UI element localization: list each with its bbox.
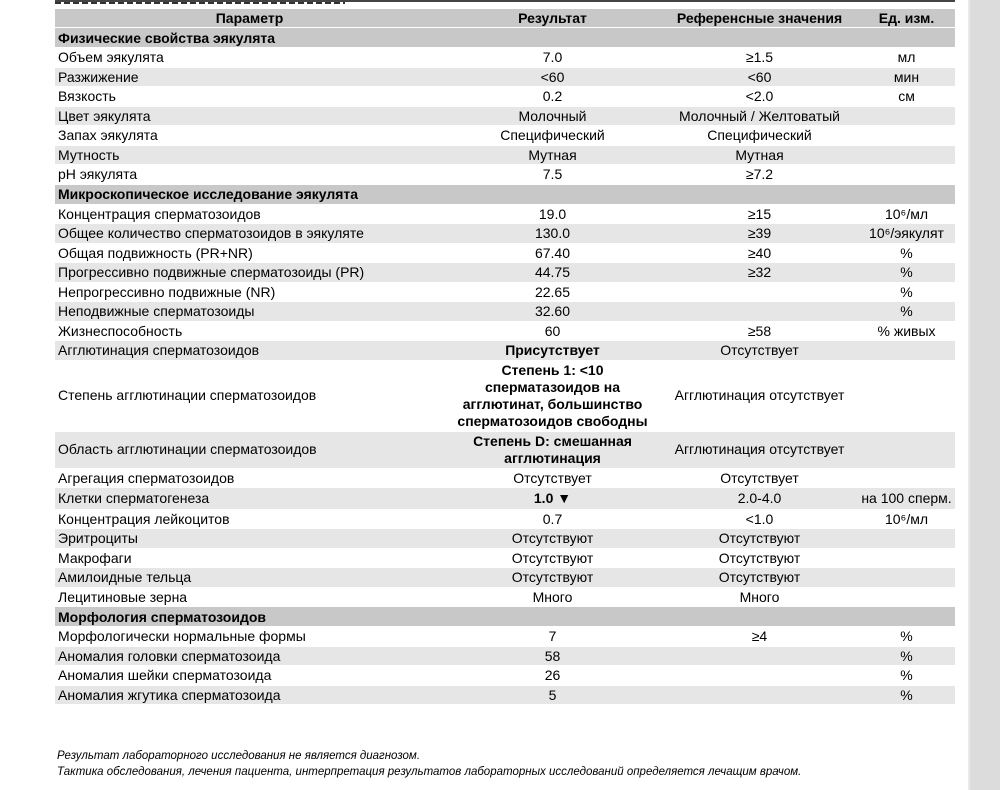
table-row: [55, 87, 955, 106]
param-name: Вязкость: [58, 88, 116, 105]
result-value: 26: [544, 667, 561, 684]
unit-value: % живых: [877, 322, 936, 339]
table-row: [55, 341, 955, 360]
result-value: 58: [444, 647, 661, 666]
footnotes: [57, 748, 957, 780]
semen-analysis-table: [55, 8, 955, 705]
result-value: Мутная: [444, 146, 661, 165]
table-body: [55, 28, 955, 704]
result-value: Степень D: смешанная агглютинация: [444, 432, 661, 468]
unit-value: %: [900, 667, 913, 684]
unit-value: [858, 361, 955, 431]
viewer-side-rail: [970, 0, 1000, 790]
table-row: [55, 48, 955, 67]
unit-value: мл: [897, 49, 916, 66]
reference-value: ≥39: [661, 224, 858, 243]
table-row: [55, 244, 955, 263]
reference-value: Мутная: [661, 146, 858, 165]
result-value: 7.5: [542, 166, 563, 183]
param-name: Неподвижные сперматозоиды: [55, 302, 444, 321]
param-name: Объем эякулята: [58, 49, 164, 66]
param-name: Лецитиновые зерна: [58, 588, 188, 605]
unit-value: [858, 469, 955, 488]
unit-value: [858, 529, 955, 548]
reference-value: <2.0: [745, 88, 774, 105]
result-value: <60: [444, 68, 661, 87]
result-value: 44.75: [444, 263, 661, 282]
unit-value: [858, 432, 955, 468]
section-header-row: [55, 28, 955, 47]
table-row: [55, 322, 955, 341]
header-reference: Референсные значения: [661, 9, 858, 27]
reference-value: ≥15: [747, 205, 772, 222]
param-name: Амилоидные тельца: [55, 568, 444, 587]
table-row: [55, 205, 955, 224]
result-value: 22.65: [534, 283, 571, 300]
unit-value: [858, 165, 955, 184]
result-value: 0.2: [542, 88, 563, 105]
result-value: 60: [544, 322, 561, 339]
unit-value: [858, 107, 955, 126]
result-value: Отсутствует: [513, 469, 592, 486]
reference-value: <60: [661, 68, 858, 87]
unit-value: [858, 341, 955, 360]
unit-value: %: [858, 686, 955, 705]
table-row: [55, 686, 955, 705]
unit-value: 10⁶/мл: [884, 205, 929, 222]
table-row: [55, 224, 955, 243]
param-name: Агрегация сперматозоидов: [58, 469, 235, 486]
reference-value: [661, 302, 858, 321]
result-value: 7.0: [542, 49, 563, 66]
param-name: Жизнеспособность: [58, 322, 183, 339]
unit-value: [858, 588, 955, 607]
result-value: Отсутствуют: [444, 568, 661, 587]
result-value: Специфический: [500, 127, 605, 144]
param-name: Цвет эякулята: [55, 107, 444, 126]
header-unit: Ед. изм.: [858, 9, 955, 27]
header-result: Результат: [444, 9, 661, 27]
result-value: Отсутствуют: [511, 549, 594, 566]
table-row: [55, 283, 955, 302]
result-value: 1.0 ▼: [444, 488, 661, 509]
unit-value: %: [858, 647, 955, 666]
reference-value: ≥7.2: [745, 166, 774, 183]
unit-value: [858, 568, 955, 587]
param-name: Аномалия шейки сперматозоида: [58, 667, 272, 684]
table-row: [55, 107, 955, 126]
param-name: Мутность: [55, 146, 444, 165]
reference-value: [661, 283, 858, 302]
param-name: Общее количество сперматозоидов в эякуляте: [55, 224, 444, 243]
reference-value: Отсутствует: [661, 341, 858, 360]
unit-value: см: [898, 88, 915, 105]
unit-value: 10⁶/эякулят: [858, 224, 955, 243]
section-header-row: [55, 185, 955, 204]
table-row: [55, 361, 955, 431]
unit-value: мин: [858, 68, 955, 87]
result-value: 7: [548, 628, 557, 645]
reference-value: [661, 647, 858, 666]
footnote-disclaimer: Результат лабораторного исследования не является диагнозом.: [57, 750, 421, 762]
section-title: Морфология сперматозоидов: [55, 607, 955, 626]
unit-value: %: [900, 628, 913, 645]
reference-value: Много: [739, 588, 780, 605]
table-row: [55, 146, 955, 165]
param-name: Макрофаги: [58, 549, 132, 566]
param-name: Область агглютинации сперматозоидов: [55, 432, 444, 468]
param-name: Степень агглютинации сперматозоидов: [58, 387, 317, 403]
result-value: Отсутствуют: [444, 529, 661, 548]
table-row: [55, 488, 955, 509]
cropped-heading-remnant: [55, 2, 345, 4]
table-row: [55, 666, 955, 685]
table-row: [55, 126, 955, 145]
result-value: Много: [532, 588, 573, 605]
result-value: 32.60: [444, 302, 661, 321]
unit-value: [858, 126, 955, 145]
reference-value: Специфический: [707, 127, 812, 144]
table-row: [55, 647, 955, 666]
table-row: [55, 588, 955, 607]
section-title: Физические свойства эякулята: [55, 28, 955, 47]
section-title: Микроскопическое исследование эякулята: [55, 185, 955, 204]
reference-value: ≥58: [747, 322, 772, 339]
header-parameter: Параметр: [55, 9, 444, 27]
reference-value: Отсутствуют: [661, 568, 858, 587]
unit-value: %: [858, 263, 955, 282]
section-header-row: [55, 607, 955, 626]
table-row: [55, 627, 955, 646]
result-value: Степень 1: <10 сперматазоидов на агглютинат, большинство сперматозоидов свободны: [457, 361, 648, 429]
param-name: Морфологически нормальные формы: [58, 628, 306, 645]
footnote-tactics: Тактика обследования, лечения пациента, интерпретация результатов лабораторных исследований определяется лечащим врачом.: [57, 766, 802, 778]
param-name: Эритроциты: [55, 529, 444, 548]
unit-value: [858, 146, 955, 165]
reference-value: Отсутствуют: [718, 549, 801, 566]
result-value: Молочный: [444, 107, 661, 126]
reference-value: [661, 666, 858, 685]
result-value: 67.40: [534, 244, 571, 261]
unit-value: %: [900, 244, 913, 261]
param-name: Общая подвижность (PR+NR): [58, 244, 253, 261]
param-name: Агглютинация сперматозоидов: [55, 341, 444, 360]
reference-value: ≥32: [661, 263, 858, 282]
param-name: Прогрессивно подвижные сперматозоиды (PR): [55, 263, 444, 282]
reference-value: ≥4: [751, 628, 768, 645]
table-row: [55, 68, 955, 87]
param-name: Непрогрессивно подвижные (NR): [58, 283, 276, 300]
table-row: [55, 165, 955, 184]
unit-value: %: [900, 283, 913, 300]
table-row: [55, 302, 955, 321]
result-value: 5: [444, 686, 661, 705]
table-row: [55, 529, 955, 548]
unit-value: 10⁶/мл: [884, 510, 929, 527]
unit-value: %: [858, 302, 955, 321]
result-value: 0.7: [542, 510, 563, 527]
table-row: [55, 568, 955, 587]
reference-value: [661, 686, 858, 705]
reference-value: Агглютинация отсутствует: [674, 387, 845, 403]
table-row: [55, 263, 955, 282]
param-name: Аномалия жгутика сперматозоида: [55, 686, 444, 705]
param-name: Разжижение: [55, 68, 444, 87]
table-header-row: [55, 9, 955, 27]
table-row: [55, 549, 955, 568]
unit-value: на 100 сперм.: [858, 488, 955, 509]
param-name: pH эякулята: [58, 166, 138, 183]
reference-value: <1.0: [745, 510, 774, 527]
result-value: 19.0: [538, 205, 567, 222]
reference-value: Агглютинация отсутствует: [661, 432, 858, 468]
param-name: Клетки сперматогенеза: [55, 488, 444, 509]
unit-value: [858, 549, 955, 568]
result-value: 130.0: [444, 224, 661, 243]
table-row: [55, 432, 955, 468]
reference-value: Молочный / Желтоватый: [661, 107, 858, 126]
param-name: Аномалия головки сперматозоида: [55, 647, 444, 666]
reference-value: 2.0-4.0: [661, 488, 858, 509]
reference-value: Отсутствуют: [661, 529, 858, 548]
param-name: Запах эякулята: [58, 127, 158, 144]
param-name: Концентрация лейкоцитов: [58, 510, 230, 527]
table-row: [55, 510, 955, 529]
reference-value: ≥40: [747, 244, 772, 261]
reference-value: Отсутствует: [720, 469, 799, 486]
table-row: [55, 469, 955, 488]
param-name: Концентрация сперматозоидов: [58, 205, 261, 222]
reference-value: ≥1.5: [745, 49, 774, 66]
result-value: Присутствует: [444, 341, 661, 360]
